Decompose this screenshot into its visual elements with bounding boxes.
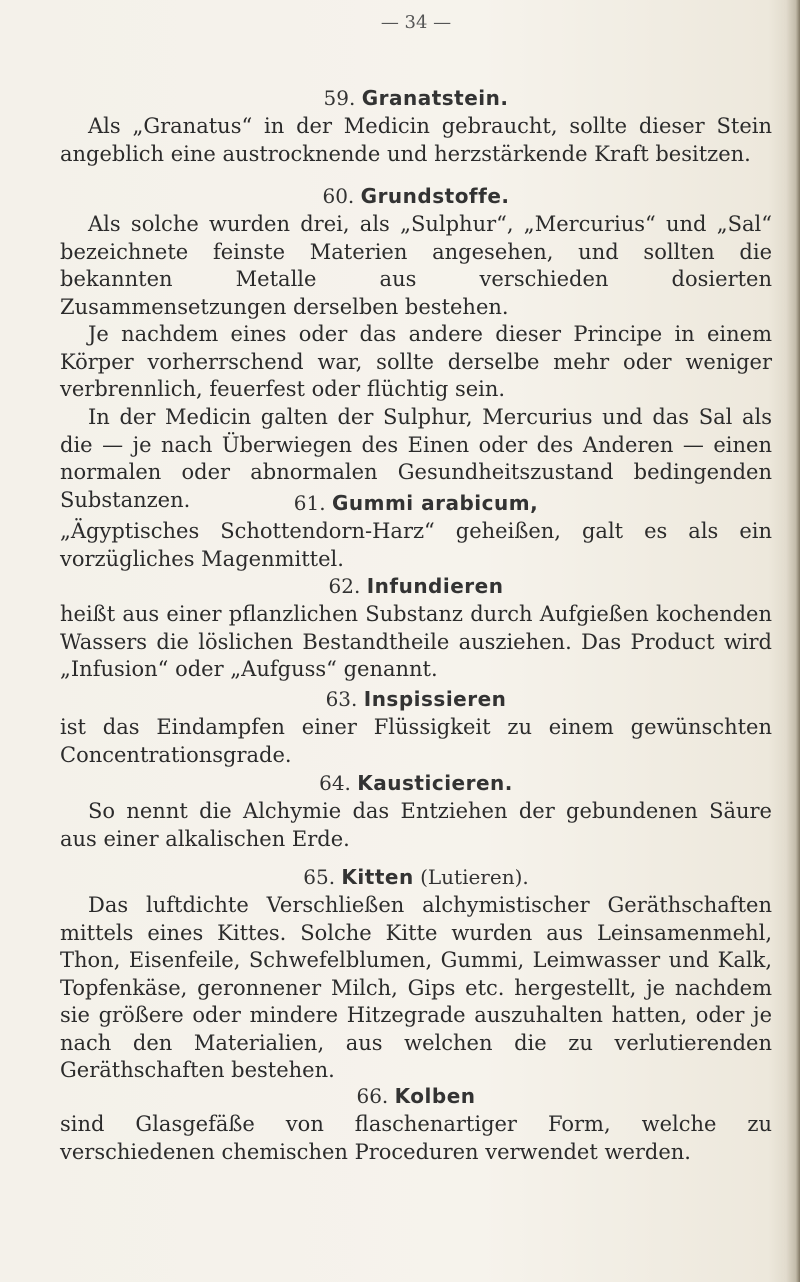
entry-65-number: 65.	[303, 865, 336, 889]
entry-60-title: Grundstoffe.	[360, 184, 510, 208]
entry-60-number: 60.	[322, 184, 355, 208]
page-edge-shadow	[786, 0, 800, 1282]
entry-66-number: 66.	[356, 1084, 389, 1108]
entry-61-heading	[60, 490, 772, 516]
entry-66-text: sind Glasgefäße von flaschenartiger Form, welche zu verschiedenen chemischen Proceduren verwendet werden.	[60, 1112, 772, 1164]
entry-60-paragraph-2: Je nachdem eines oder das andere dieser Principe in einem Körper vorherrschend war, sollte derselbe mehr oder weniger verbrennlich, feuerfest oder flüchtig sein.	[60, 322, 772, 401]
entry-59-heading	[60, 85, 772, 111]
entry-62-number: 62.	[328, 574, 361, 598]
entry-66-heading	[60, 1083, 772, 1109]
entry-60-paragraph-1: Als solche wurden drei, als „Sulphur“, „Mercurius“ und „Sal“ bezeichnete feinste Materien angesehen, und sollten die bekannten Metalle aus verschieden dosierten Zusammensetzungen derselben bestehen.	[60, 212, 772, 319]
entry-62-text: heißt aus einer pflanzlichen Substanz durch Aufgießen kochenden Wassers die löslichen Bestandtheile ausziehen. Das Product wird „Infusion“ oder „Aufguss“ genannt.	[60, 602, 772, 681]
entry-65-subtitle: (Lutieren).	[420, 865, 529, 889]
entry-66-title: Kolben	[394, 1084, 476, 1108]
entry-63-number: 63.	[325, 687, 358, 711]
entry-65-text: Das luftdichte Verschließen alchymistischer Geräthschaften mittels eines Kittes. Solche Kitte wurden aus Leinsamenmehl, Thon, Eisenfeile, Schwefelblumen, Gummi, Leimwasser und Kalk, Topfenkäse, geronnener Milch, Gips etc. hergestellt, je nachdem sie größere oder mindere Hitzegrade auszuhalten hatten, oder je nach den Materialien, aus welchen die zu verlutierenden Geräthschaften bestehen.	[60, 893, 772, 1082]
entry-64-number: 64.	[319, 771, 351, 795]
page-number: — 34 —	[380, 12, 452, 33]
entry-59-title: Granatstein.	[361, 86, 509, 110]
entry-59-number: 59.	[323, 86, 356, 110]
entry-63-title: Inspissieren	[363, 687, 507, 711]
entry-60-paragraph-3: In der Medicin galten der Sulphur, Mercurius und das Sal als die — je nach Überwiegen des Einen oder des Anderen — einen normalen oder abnormalen Gesundheitszustand bedingenden Substanzen.	[60, 405, 772, 512]
entry-64-heading	[60, 770, 772, 796]
entry-64-title: Kausticieren.	[357, 771, 513, 795]
entry-63-heading	[60, 686, 772, 712]
entry-61-number: 61.	[293, 491, 326, 515]
entry-62-heading	[60, 573, 772, 599]
entry-62-title: Infundieren	[366, 574, 504, 598]
entry-63-text: ist das Eindampfen einer Flüssigkeit zu einem gewünschten Concentrationsgrade.	[60, 715, 772, 767]
entry-60-heading	[60, 183, 772, 209]
entry-61-title: Gummi arabicum,	[331, 491, 539, 515]
entry-65-title: Kitten	[341, 865, 414, 889]
entry-64-text: So nennt die Alchymie das Entziehen der gebundenen Säure aus einer alkalischen Erde.	[60, 799, 772, 851]
entry-59-text: Als „Granatus“ in der Medicin gebraucht, sollte dieser Stein angeblich eine austrocknende und herzstärkende Kraft besitzen.	[60, 114, 772, 166]
entry-65-heading	[60, 864, 772, 890]
entry-61-text: „Ägyptisches Schottendorn-Harz“ geheißen, galt es als ein vorzügliches Magenmittel.	[60, 519, 772, 571]
